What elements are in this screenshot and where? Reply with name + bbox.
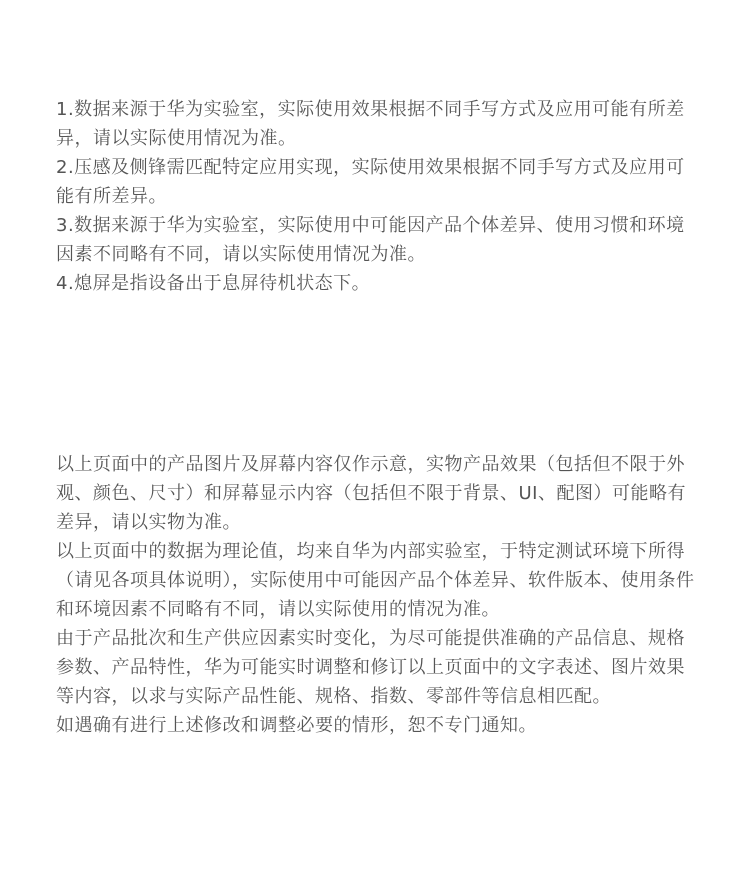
disclaimer-section — [56, 450, 696, 740]
footnote-2: 2.压感及侧锋需匹配特定应用实现，实际使用效果根据不同手写方式及应用可能有所差异。 — [56, 157, 685, 207]
footnote-1: 1.数据来源于华为实验室，实际使用效果根据不同手写方式及应用可能有所差异，请以实际使用情况为准。 — [56, 99, 685, 149]
disclaimer-paragraph-notice: 如遇确有进行上述修改和调整必要的情形，恕不专门通知。 — [56, 715, 537, 736]
footnote-4: 4.熄屏是指设备出于息屏待机状态下。 — [56, 273, 371, 294]
disclaimer-paragraph-images: 以上页面中的产品图片及屏幕内容仅作示意，实物产品效果（包括但不限于外观、颜色、尺寸）和屏幕显示内容（包括但不限于背景、UI、配图）可能略有差异，请以实物为准。 — [56, 454, 686, 533]
disclaimer-paragraph-data: 以上页面中的数据为理论值，均来自华为内部实验室，于特定测试环境下所得（请见各项具体说明），实际使用中可能因产品个体差异、软件版本、使用条件和环境因素不同略有不同，请以实际使用的情况为准。 — [56, 541, 695, 620]
disclaimer-paragraph-revisions: 由于产品批次和生产供应因素实时变化，为尽可能提供准确的产品信息、规格参数、产品特性，华为可能实时调整和修订以上页面中的文字表述、图片效果等内容，以求与实际产品性能、规格、指数、零部件等信息相匹配。 — [56, 628, 685, 707]
footnote-3: 3.数据来源于华为实验室，实际使用中可能因产品个体差异、使用习惯和环境因素不同略有不同，请以实际使用情况为准。 — [56, 215, 685, 265]
footnotes-list — [56, 95, 696, 298]
